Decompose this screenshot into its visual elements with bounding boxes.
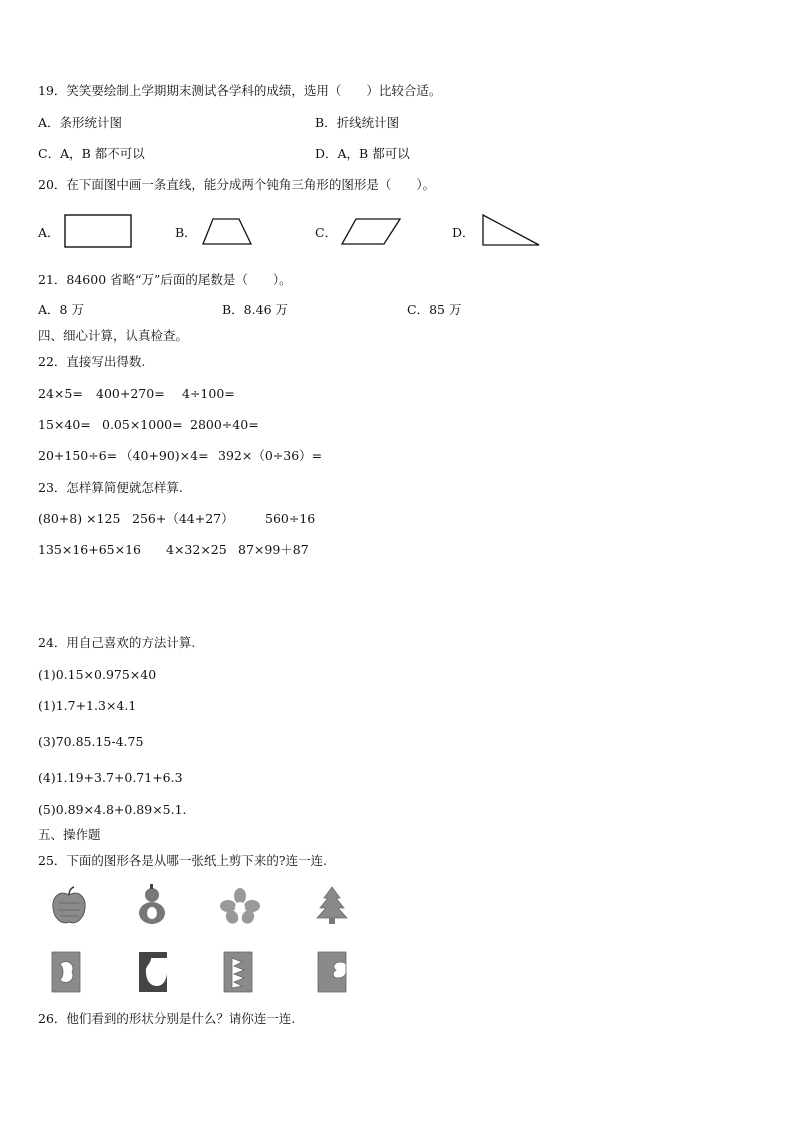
q24-item-1: (1)0.15×0.975×40 [38, 667, 157, 682]
q20-option-a: A． [38, 225, 60, 240]
parallelogram-figure [340, 217, 402, 247]
q20-option-c: C． [315, 225, 338, 240]
q22-r1-c1: 24×5= [38, 386, 83, 401]
q22-stem: 22．直接写出得数. [38, 354, 146, 369]
flower-shape-icon [220, 888, 260, 924]
q22-r3-c1: 20+150÷6= [38, 448, 118, 463]
q22-r1-c2: 400+270= [96, 386, 165, 401]
rectangle-figure [63, 213, 133, 249]
q24-item-4: (4)1.19+3.7+0.71+6.3 [38, 770, 183, 785]
q25-stem: 25．下面的图形各是从哪一张纸上剪下来的?连一连. [38, 853, 328, 868]
q19-stem: 19．笑笑要绘制上学期期末测试各学科的成绩，选用（ ）比较合适。 [38, 83, 442, 98]
q19-option-c: C．A，B 都不可以 [38, 146, 145, 161]
q24-stem: 24．用自己喜欢的方法计算. [38, 635, 196, 650]
q23-stem: 23．怎样算简便就怎样算. [38, 480, 183, 495]
q23-r2-c3: 87×99＋87 [238, 542, 309, 557]
right-triangle-figure [480, 212, 542, 248]
q21-stem: 21．84600 省略“万”后面的尾数是（ ）。 [38, 272, 292, 287]
q20-stem: 20．在下面图中画一条直线，能分成两个钝角三角形的图形是（ ）。 [38, 177, 436, 192]
q20-option-d: D． [452, 225, 475, 240]
section-5-heading: 五、操作题 [38, 827, 101, 842]
q19-option-d: D．A，B 都可以 [315, 146, 410, 161]
q22-r2-c1: 15×40= [38, 417, 91, 432]
cut-paper-3-icon [222, 950, 254, 994]
q22-r3-c3: 392×（0÷36）= [218, 448, 323, 463]
gourd-shape-icon [136, 884, 168, 926]
cut-paper-1-icon [50, 950, 82, 994]
q23-r1-c3: 560÷16 [265, 511, 316, 526]
q23-r1-c2: 256+（44+27） [132, 511, 234, 526]
q21-option-b: B．8.46 万 [222, 302, 288, 317]
q24-item-3: (3)70.85.15-4.75 [38, 734, 144, 749]
apple-shape-icon [50, 886, 88, 926]
q22-r2-c2: 0.05×1000= [102, 417, 183, 432]
q19-option-b: B．折线统计图 [315, 115, 400, 130]
q24-item-2: (1)1.7+1.3×4.1 [38, 698, 137, 713]
trapezoid-figure [201, 217, 253, 247]
q19-option-a: A．条形统计图 [38, 115, 123, 130]
q23-r1-c1: (80+8) ×125 [38, 511, 121, 526]
q26-stem: 26．他们看到的形状分别是什么？请你连一连. [38, 1011, 296, 1026]
q22-r2-c3: 2800÷40= [190, 417, 259, 432]
cut-paper-4-icon [316, 950, 348, 994]
q21-option-a: A．8 万 [38, 302, 84, 317]
q24-item-5: (5)0.89×4.8+0.89×5.1. [38, 802, 187, 817]
cut-paper-2-icon [137, 950, 169, 994]
q23-r2-c2: 4×32×25 [166, 542, 227, 557]
section-4-heading: 四、细心计算，认真检查。 [38, 328, 189, 343]
q23-r2-c1: 135×16+65×16 [38, 542, 141, 557]
q20-option-b: B． [175, 225, 197, 240]
q22-r3-c2: （40+90)×4= [120, 448, 209, 463]
tree-shape-icon [316, 886, 348, 926]
q21-option-c: C．85 万 [407, 302, 462, 317]
q22-r1-c3: 4÷100= [182, 386, 235, 401]
